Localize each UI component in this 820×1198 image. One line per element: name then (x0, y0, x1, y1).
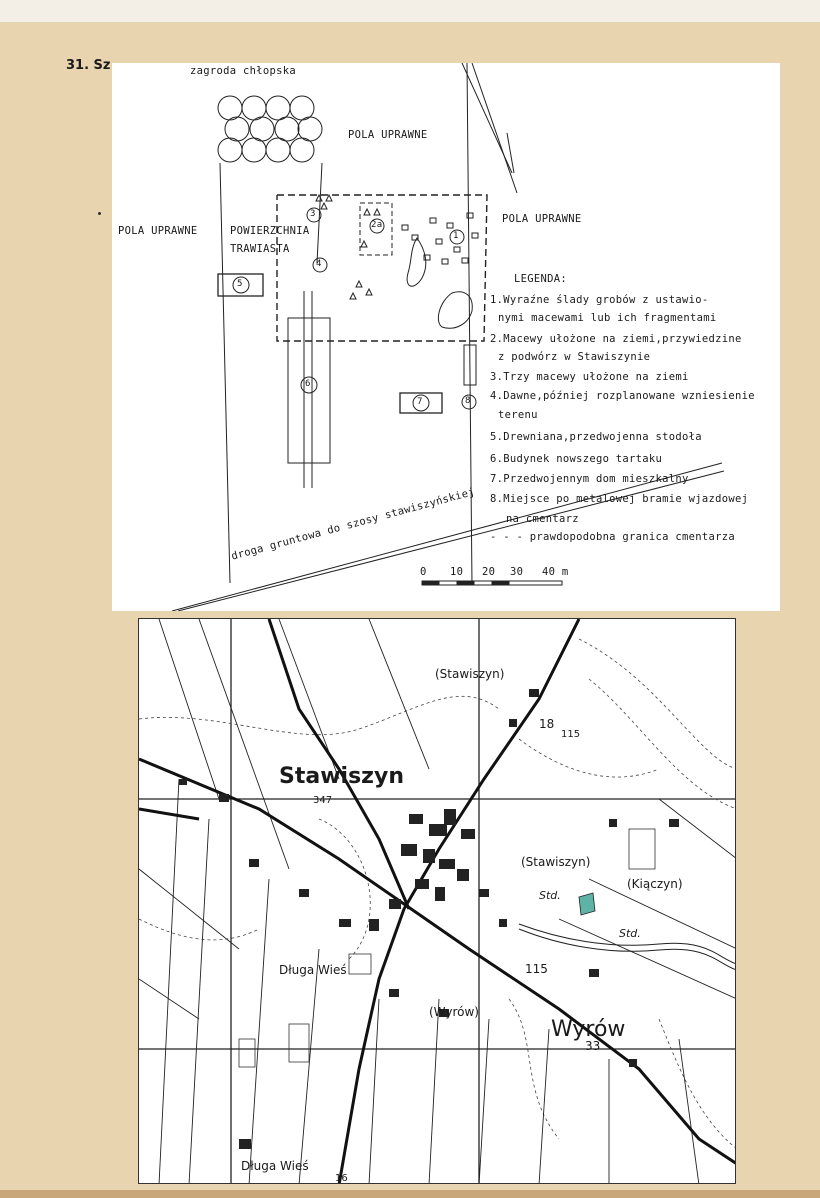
map-label-dluga-wies-bottom: Długa Wieś (241, 1159, 309, 1173)
map-label-stawiszyn-top: (Stawiszyn) (435, 667, 505, 681)
scale-tick-label: 0 (420, 566, 427, 578)
stones-on-ground (316, 195, 383, 299)
legend-line: na cmentarz (506, 513, 579, 525)
legend-line: 7.Przedwojennym dom mieszkalny (490, 473, 689, 485)
legend-line: 5.Drewniana,przedwojenna stodoła (490, 431, 702, 443)
marker-2a: 2a (371, 220, 383, 230)
legend-line: - - - prawdopodobna granica cmentarza (490, 531, 735, 543)
map-height-label: 115 (525, 962, 548, 976)
page-top-margin (0, 0, 820, 22)
map-label-std: Std. (539, 889, 561, 902)
tombstones (402, 213, 478, 264)
cemetery-mark (579, 893, 595, 915)
topographic-map (138, 618, 736, 1184)
marker-6: 6 (305, 379, 311, 389)
map-label-wyrow: Wyrów (551, 1017, 626, 1042)
map-label-stawiszyn: Stawiszyn (279, 764, 404, 789)
farmstead-trees (218, 96, 322, 162)
margin-dot (98, 212, 101, 215)
marker-3: 3 (310, 209, 316, 219)
legend-line: z podwórz w Stawiszynie (498, 351, 651, 363)
marker-4: 4 (316, 259, 322, 269)
map-height-label: 347 (313, 795, 333, 806)
fields-left-label: POLA UPRAWNE (118, 225, 198, 237)
marker-1: 1 (453, 231, 459, 241)
map-height-label: 16 (335, 1173, 348, 1184)
legend-line: terenu (498, 409, 538, 421)
legend-line: 4.Dawne,później rozplanowane wzniesienie (490, 390, 755, 402)
fields-top-right-label: POLA UPRAWNE (348, 129, 428, 141)
legend-line: 6.Budynek nowszego tartaku (490, 453, 663, 465)
scale-tick-label: 10 (450, 566, 464, 578)
scale-tick-label: 40 m (542, 566, 569, 578)
map-buildings (179, 689, 679, 1149)
legend-title: LEGENDA: (514, 273, 567, 285)
cemetery-plan (112, 63, 780, 611)
page-number: 31. Sz (66, 58, 111, 73)
map-grid (139, 619, 736, 1184)
map-height-label: 33 (585, 1039, 601, 1053)
marker-7: 7 (417, 397, 423, 407)
grass-label-line1: POWIERZCHNIA (230, 225, 310, 237)
grass-label-line2: TRAWIASTA (230, 243, 290, 255)
legend-line: 1.Wyraźne ślady grobów z ustawio- (490, 294, 709, 306)
map-label-dluga-wies: Długa Wieś (279, 963, 347, 977)
farmstead-label: zagroda chłopska (190, 65, 296, 77)
map-label-kiaczyn: (Kiączyn) (627, 877, 683, 891)
scale-tick-label: 20 (482, 566, 496, 578)
map-drawing (139, 619, 736, 1184)
legend-line: 3.Trzy macewy ułożone na ziemi (490, 371, 689, 383)
map-height-label: 18 (539, 717, 555, 731)
page-bottom-edge (0, 1190, 820, 1198)
legend-line: 8.Miejsce po metalowej bramie wjazdowej (490, 493, 749, 505)
road-label: droga gruntowa do szosy stawiszyńskiej (230, 485, 477, 563)
legend-line: 2.Macewy ułożone na ziemi,przywiedzine (490, 333, 742, 345)
map-label-stawiszyn-right: (Stawiszyn) (521, 855, 591, 869)
fields-right-label: POLA UPRAWNE (502, 213, 582, 225)
map-label-wyrow-paren: (Wyrów) (429, 1005, 479, 1019)
legend-line: nymi macewami lub ich fragmentami (498, 312, 717, 324)
scale-tick-label: 30 (510, 566, 524, 578)
map-height-label: 115 (561, 729, 581, 740)
map-roads (139, 619, 736, 1184)
marker-5: 5 (237, 279, 243, 289)
map-label-std: Std. (619, 927, 641, 940)
marker-8: 8 (465, 396, 471, 406)
